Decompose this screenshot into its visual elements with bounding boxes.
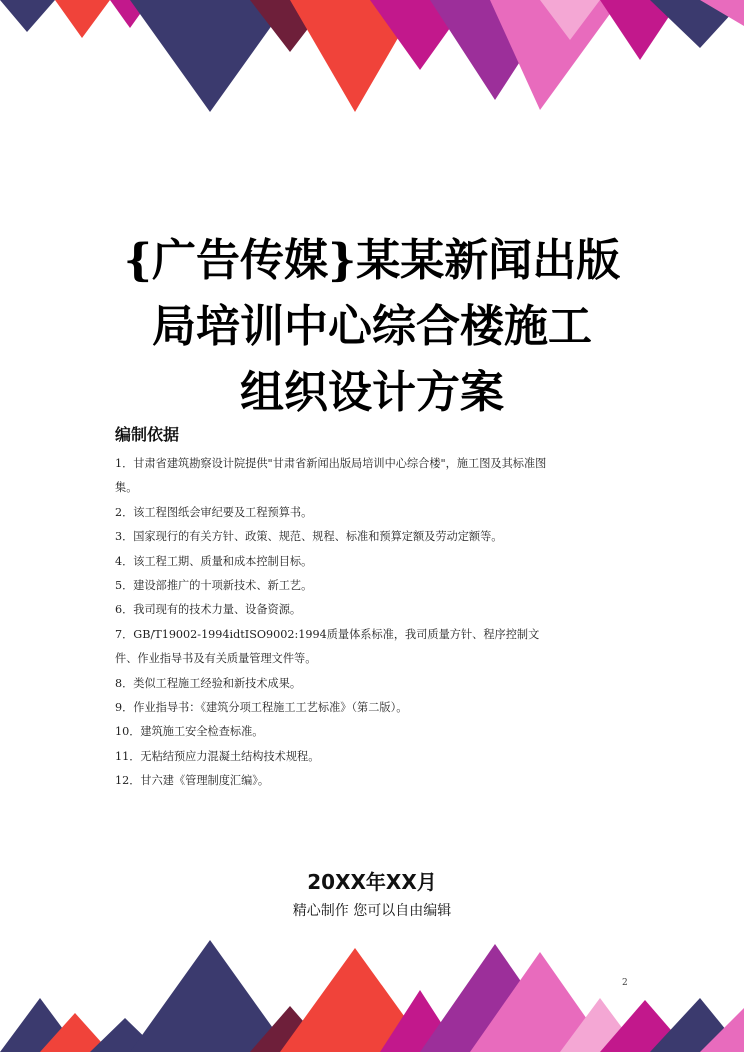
title-line: 局培训中心综合楼施工 bbox=[152, 301, 592, 352]
list-item: 12．甘六建《管理制度汇编》。 bbox=[115, 774, 270, 788]
list-item: 7．GB/T19002-1994idtISO9002:1994质量体系标准，我司质量方针、程序控制文件、作业指导书及有关质量管理文件等。 bbox=[115, 627, 540, 666]
tagline: 精心制作 您可以自由编辑 bbox=[292, 903, 452, 919]
basis-list bbox=[115, 452, 555, 794]
list-item: 6．我司现有的技术力量、设备资源。 bbox=[115, 603, 302, 617]
list-item: 1．甘肃省建筑勘察设计院提供"甘肃省新闻出版局培训中心综合楼"，施工图及其标准图集。 bbox=[115, 457, 547, 495]
list-item: 5．建设部推广的十项新技术、新工艺。 bbox=[115, 579, 313, 593]
list-item: 10．建筑施工安全检查标准。 bbox=[115, 725, 264, 739]
list-item: 11．无粘结预应力混凝土结构技术规程。 bbox=[115, 749, 320, 763]
list-item: 4．该工程工期、质量和成本控制目标。 bbox=[115, 554, 313, 568]
section-heading: 编制依据 bbox=[115, 425, 180, 444]
list-item: 9．作业指导书：《建筑分项工程施工工艺标准》（第二版）。 bbox=[115, 701, 408, 715]
top-decoration bbox=[0, 0, 744, 115]
title-line: {广告传媒}某某新闻出版 bbox=[123, 235, 621, 286]
title-line: 组织设计方案 bbox=[240, 367, 504, 418]
document-title bbox=[60, 228, 684, 426]
list-item: 2．该工程图纸会审纪要及工程预算书。 bbox=[115, 505, 313, 519]
list-item: 8．类似工程施工经验和新技术成果。 bbox=[115, 676, 302, 690]
page-number: 2 bbox=[622, 978, 628, 988]
document-date: 20XX年XX月 bbox=[307, 870, 437, 894]
bottom-decoration bbox=[0, 938, 744, 1052]
list-item: 3．国家现行的有关方针、政策、规范、规程、标准和预算定额及劳动定额等。 bbox=[115, 530, 503, 544]
